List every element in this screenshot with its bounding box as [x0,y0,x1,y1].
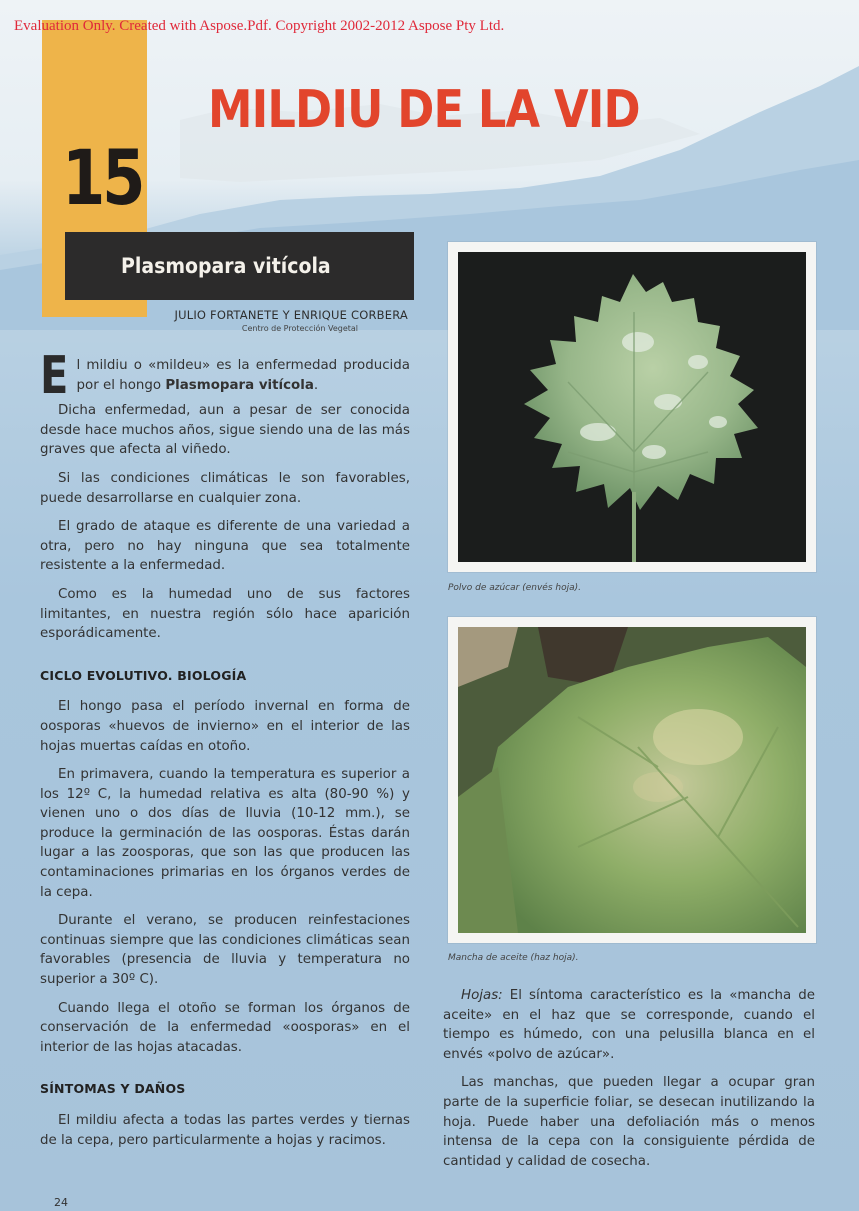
drop-cap: E [40,346,69,406]
photo-leaf-underside [458,252,806,562]
affiliation: Centro de Protección Vegetal [241,324,358,333]
paragraph: Si las condiciones climáticas le son favorables, puede desarrollarse en cualquier zona. [40,470,410,506]
right-column [443,986,815,1171]
paragraph: Durante el verano, se producen reinfestaciones continuas siempre que las condiciones climáticas sean favorables (presencia de lluvia y temperatura no superior a 30º C). [40,913,410,988]
photo-caption-1: Polvo de azúcar (envés hoja). [448,583,581,593]
section-heading-sintomas: SÍNTOMAS Y DAÑOS [40,1081,186,1097]
subtitle-band [65,232,414,300]
paragraph: En primavera, cuando la temperatura es superior a los 12º C, la humedad relativa es alta (80-90 %) y vienen uno o dos días de lluvia (10-12 mm.), se produce la germinación de las oosporas. Éstas darán lugar a las zoosporas, que son las que producen las contaminaciones primarias en los órganos verdes de la cepa. [40,767,410,900]
photo-frame-2 [448,617,816,943]
paragraph: Cuando llega el otoño se forman los órganos de conservación de la enfermedad «oosporas» en el interior de las hojas atacadas. [40,1000,410,1055]
section-heading-ciclo: CICLO EVOLUTIVO. BIOLOGÍA [40,667,247,683]
term-hojas: Hojas: [461,988,503,1003]
page-number: 24 [54,1196,68,1209]
left-column [40,346,410,1150]
paragraph: Las manchas, que pueden llegar a ocupar gran parte de la superficie foliar, se desecan inutilizando la hoja. Puede haber una defoliación más o menos intensa de la cepa con la consiguiente pérdida de cantidad y calidad de cosecha. [443,1075,815,1169]
paragraph: El mildiu afecta a todas las partes verdes y tiernas de la cepa, pero particularmente a hojas y racimos. [40,1113,410,1148]
chapter-number: 15 [62,133,143,222]
photo-leaf-upperside [458,627,806,933]
paragraph: Dicha enfermedad, aun a pesar de ser conocida desde hace muchos años, sigue siendo una de las más graves que afecta al viñedo. [40,403,410,458]
intro-end: . [313,377,319,393]
photo-caption-2: Mancha de aceite (haz hoja). [448,953,579,963]
leaf-illustration [458,252,806,562]
paragraph: Como es la humedad uno de sus factores limitantes, en nuestra región sólo hace aparición esporádicamente. [40,586,410,642]
page-title: MILDIU DE LA VID [208,80,640,140]
intro-text: l mildiu o «mildeu» es la enfermedad producida por el hongo [76,358,410,393]
leaf-illustration [458,627,806,933]
authors: JULIO FORTANETE Y ENRIQUE CORBERA [174,308,408,322]
watermark-text: Evaluation Only. Created with Aspose.Pdf. Copyright 2002-2012 Aspose Pty Ltd. [14,18,505,34]
intro-bold-name: Plasmopara vitícola [165,377,314,393]
subtitle: Plasmopara vitícola [121,254,331,278]
photo-frame-1 [448,242,816,572]
paragraph-hojas-text: El síntoma característico es la «mancha de aceite» en el haz que se corresponde, cuando el tiempo es húmedo, con una pelusilla blanca en el envés «polvo de azúcar». [443,988,815,1062]
paragraph: El grado de ataque es diferente de una variedad a otra, pero no hay ninguna que sea totalmente resistente a la enfermedad. [40,519,410,574]
paragraph: El hongo pasa el período invernal en forma de oosporas «huevos de invierno» en el interior de las hojas muertas caídas en otoño. [40,699,410,754]
paragraph-hojas [443,986,815,1064]
intro-paragraph [40,346,410,406]
